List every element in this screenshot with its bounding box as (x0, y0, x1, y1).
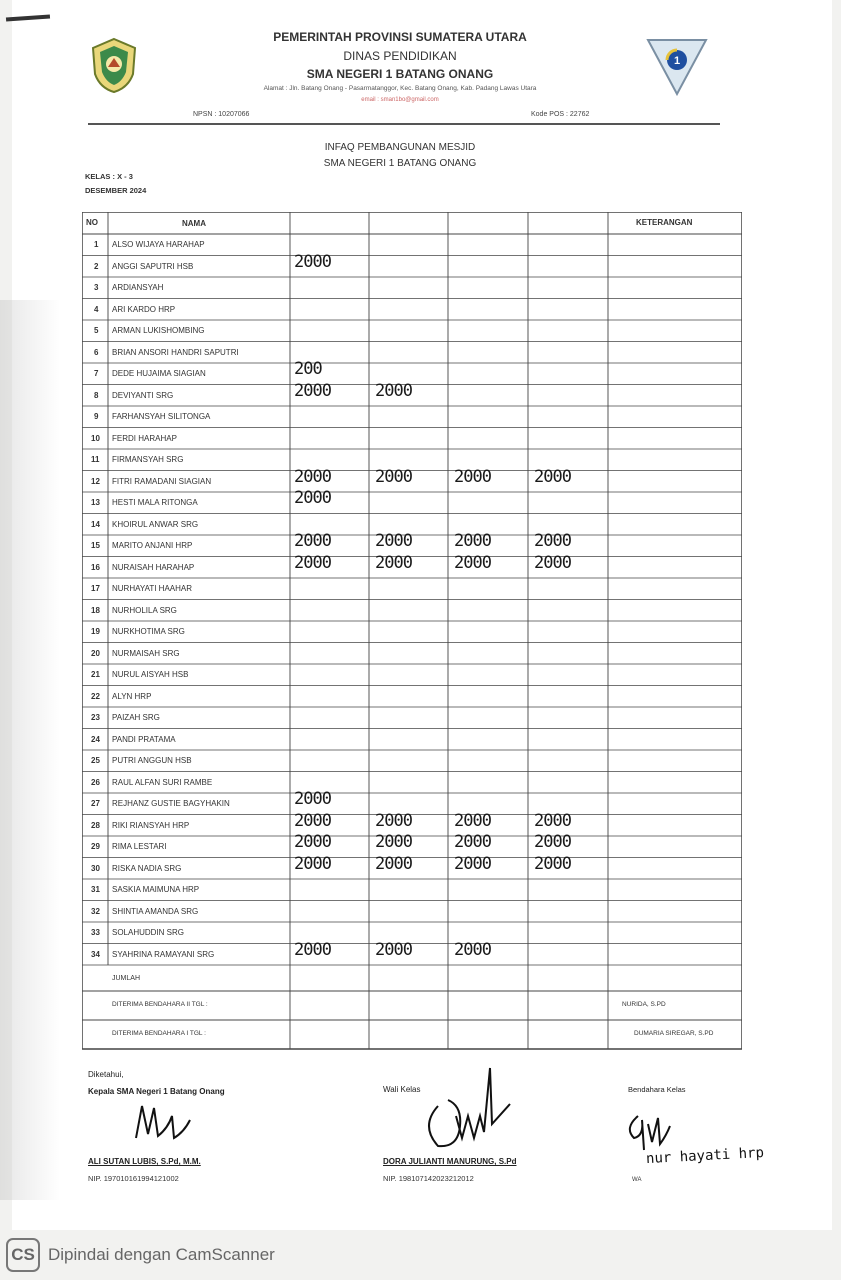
payment-amount: 2000 (534, 531, 571, 551)
row-number: 33 (91, 928, 100, 937)
camscanner-icon: CS (6, 1238, 40, 1272)
student-name: NURAISAH HARAHAP (112, 562, 195, 572)
student-name: PUTRI ANGGUN HSB (112, 756, 192, 765)
treasurer-handwritten-name: nur hayati hrp (645, 1144, 765, 1168)
treasurer-signature (622, 1106, 682, 1156)
header-divider (88, 123, 720, 125)
header-email: email : sman1bo@gmail.com (361, 97, 439, 103)
received-treasurer-2-label: DITERIMA BENDAHARA II TGL : (112, 1001, 208, 1008)
payment-amount: 2000 (375, 380, 412, 401)
student-name: RISKA NADIA SRG (112, 863, 182, 873)
row-number: 30 (91, 863, 100, 873)
row-number: 1 (94, 240, 99, 249)
received-treasurer-1-name: DUMARIA SIREGAR, S.PD (634, 1030, 714, 1037)
payment-amount: 2000 (454, 939, 491, 960)
student-name: ARDIANSYAH (112, 283, 164, 292)
student-name: RIKI RIANSYAH HRP (112, 820, 190, 830)
student-name: KHOIRUL ANWAR SRG (112, 519, 199, 529)
headmaster-nip: NIP. 197010161994121002 (88, 1174, 179, 1183)
payment-amount: 2000 (375, 810, 412, 831)
row-number: 21 (91, 670, 100, 679)
row-number: 12 (91, 476, 100, 486)
payment-amount: 2000 (454, 832, 491, 852)
student-name: PANDI PRATAMA (112, 734, 176, 744)
student-name: MARITO ANJANI HRP (112, 541, 193, 550)
treasurer-label: Bendahara Kelas (628, 1085, 686, 1094)
payment-amount: 2000 (294, 810, 331, 831)
student-name: NURKHOTIMA SRG (112, 627, 185, 636)
header-dinas: DINAS PENDIDIKAN (343, 49, 457, 63)
headmaster-label: Kepala SMA Negeri 1 Batang Onang (88, 1087, 225, 1096)
camscanner-text: Dipindai dengan CamScanner (48, 1245, 275, 1264)
row-number: 19 (91, 627, 100, 636)
row-number: 10 (91, 433, 100, 443)
student-name: NURMAISAH SRG (112, 648, 180, 658)
received-treasurer-1-label: DITERIMA BENDAHARA I TGL : (112, 1030, 206, 1037)
student-name: SYAHRINA RAMAYANI SRG (112, 949, 215, 959)
payment-amount: 200 (294, 359, 322, 379)
payment-amount: 2000 (534, 466, 571, 487)
payment-amount: 2000 (375, 853, 412, 874)
payment-amount: 2000 (534, 832, 571, 852)
row-number: 26 (91, 777, 100, 787)
student-name: BRIAN ANSORI HANDRI SAPUTRI (112, 347, 239, 357)
student-name: DEVIYANTI SRG (112, 390, 174, 400)
province-emblem-icon (88, 36, 140, 94)
month-label: DESEMBER 2024 (85, 186, 147, 195)
row-number: 27 (91, 799, 100, 808)
student-name: FARHANSYAH SILITONGA (112, 412, 211, 421)
header-npsn: NPSN : 10207066 (193, 111, 250, 118)
row-number: 4 (94, 304, 99, 314)
row-number: 6 (94, 347, 99, 357)
row-number: 16 (91, 562, 100, 572)
payment-amount: 2000 (294, 939, 331, 960)
student-name: RIMA LESTARI (112, 842, 167, 851)
row-number: 15 (91, 541, 100, 550)
row-number: 9 (94, 412, 99, 421)
student-name: SHINTIA AMANDA SRG (112, 906, 199, 916)
payment-amount: 2000 (534, 810, 571, 831)
row-number: 5 (94, 326, 99, 335)
payment-amount: 2000 (294, 380, 331, 401)
student-name: FITRI RAMADANI SIAGIAN (112, 476, 212, 486)
homeroom-name: DORA JULIANTI MANURUNG, S.Pd (383, 1157, 517, 1166)
row-number: 8 (94, 390, 99, 400)
student-name: NURHAYATI HAAHAR (112, 584, 193, 593)
student-name: FIRMANSYAH SRG (112, 455, 184, 464)
class-label: KELAS : X - 3 (85, 172, 133, 181)
row-number: 34 (91, 949, 100, 959)
row-number: 31 (91, 885, 100, 894)
header-keterangan: KETERANGAN (636, 218, 693, 227)
student-name: REJHANZ GUSTIE BAGYHAKIN (112, 799, 230, 808)
headmaster-name: ALI SUTAN LUBIS, S.Pd, M.M. (88, 1157, 201, 1166)
payment-amount: 2000 (375, 832, 412, 852)
student-name: RAUL ALFAN SURI RAMBE (112, 777, 213, 787)
page-shadow (0, 300, 60, 1200)
student-name: ANGGI SAPUTRI HSB (112, 261, 194, 271)
homeroom-nip: NIP. 198107142023212012 (383, 1174, 474, 1183)
infaq-table (82, 212, 742, 1052)
row-number: 11 (91, 455, 100, 464)
row-number: 22 (91, 691, 100, 701)
payment-amount: 2000 (294, 251, 331, 272)
school-logo-number: 1 (673, 55, 681, 67)
school-logo-icon (645, 36, 709, 96)
row-number: 3 (94, 283, 99, 292)
payment-amount: 2000 (375, 552, 412, 573)
header-nama: NAMA (182, 219, 206, 228)
headmaster-signature (128, 1098, 198, 1148)
header-no: NO (86, 218, 98, 227)
scanner-watermark (6, 1238, 275, 1272)
student-name: ALYN HRP (112, 691, 152, 701)
row-number: 2 (94, 261, 99, 271)
student-name: SOLAHUDDIN SRG (112, 928, 185, 937)
document-subtitle: SMA NEGERI 1 BATANG ONANG (323, 158, 477, 169)
student-name: DEDE HUJAIMA SIAGIAN (112, 369, 206, 378)
student-name: NURUL AISYAH HSB (112, 670, 189, 679)
row-number: 13 (91, 498, 100, 507)
header-kodepos: Kode POS : 22762 (531, 111, 590, 118)
row-number: 28 (91, 820, 100, 830)
received-treasurer-2-name: NURIDA, S.PD (622, 1001, 666, 1008)
payment-amount: 2000 (294, 853, 331, 874)
header-province: PEMERINTAH PROVINSI SUMATERA UTARA (273, 30, 527, 44)
row-number: 25 (91, 756, 100, 765)
student-name: PAIZAH SRG (112, 713, 160, 722)
homeroom-signature (418, 1066, 528, 1156)
row-number: 18 (91, 605, 100, 615)
payment-amount: 2000 (294, 466, 331, 487)
student-name: NURHOLILA SRG (112, 605, 177, 615)
payment-amount: 2000 (534, 853, 571, 874)
acknowledged-label: Diketahui, (88, 1070, 124, 1079)
row-number: 23 (91, 713, 100, 722)
jumlah-label: JUMLAH (112, 975, 141, 982)
payment-amount: 2000 (454, 853, 491, 874)
student-name: FERDI HARAHAP (112, 433, 177, 443)
row-number: 7 (94, 369, 99, 378)
payment-amount: 2000 (454, 466, 491, 487)
payment-amount: 2000 (294, 488, 331, 508)
student-name: ALSO WIJAYA HARAHAP (112, 240, 205, 249)
student-name: ARMAN LUKISHOMBING (112, 326, 205, 335)
payment-amount: 2000 (534, 552, 571, 573)
row-number: 32 (91, 906, 100, 916)
header-school: SMA NEGERI 1 BATANG ONANG (306, 67, 494, 81)
student-name: HESTI MALA RITONGA (112, 498, 198, 507)
student-name: ARI KARDO HRP (112, 304, 176, 314)
payment-amount: 2000 (294, 832, 331, 852)
row-number: 14 (91, 519, 100, 529)
treasurer-mark: WA (632, 1177, 642, 1183)
row-number: 20 (91, 648, 100, 658)
header-address: Alamat : Jln. Batang Onang - Pasarmatanggor, Kec. Batang Onang, Kab. Padang Lawas Utara (263, 85, 537, 92)
payment-amount: 2000 (454, 552, 491, 573)
row-number: 29 (91, 842, 100, 851)
payment-amount: 2000 (294, 531, 331, 551)
payment-amount: 2000 (375, 466, 412, 487)
payment-amount: 2000 (454, 531, 491, 551)
document-title: INFAQ PEMBANGUNAN MESJID (324, 142, 476, 153)
row-number: 24 (91, 734, 100, 744)
payment-amount: 2000 (294, 789, 331, 809)
student-name: SASKIA MAIMUNA HRP (112, 885, 200, 894)
payment-amount: 2000 (454, 810, 491, 831)
payment-amount: 2000 (375, 531, 412, 551)
row-number: 17 (91, 584, 100, 593)
homeroom-label: Wali Kelas (383, 1085, 421, 1094)
payment-amount: 2000 (294, 552, 331, 573)
payment-amount: 2000 (375, 939, 412, 960)
